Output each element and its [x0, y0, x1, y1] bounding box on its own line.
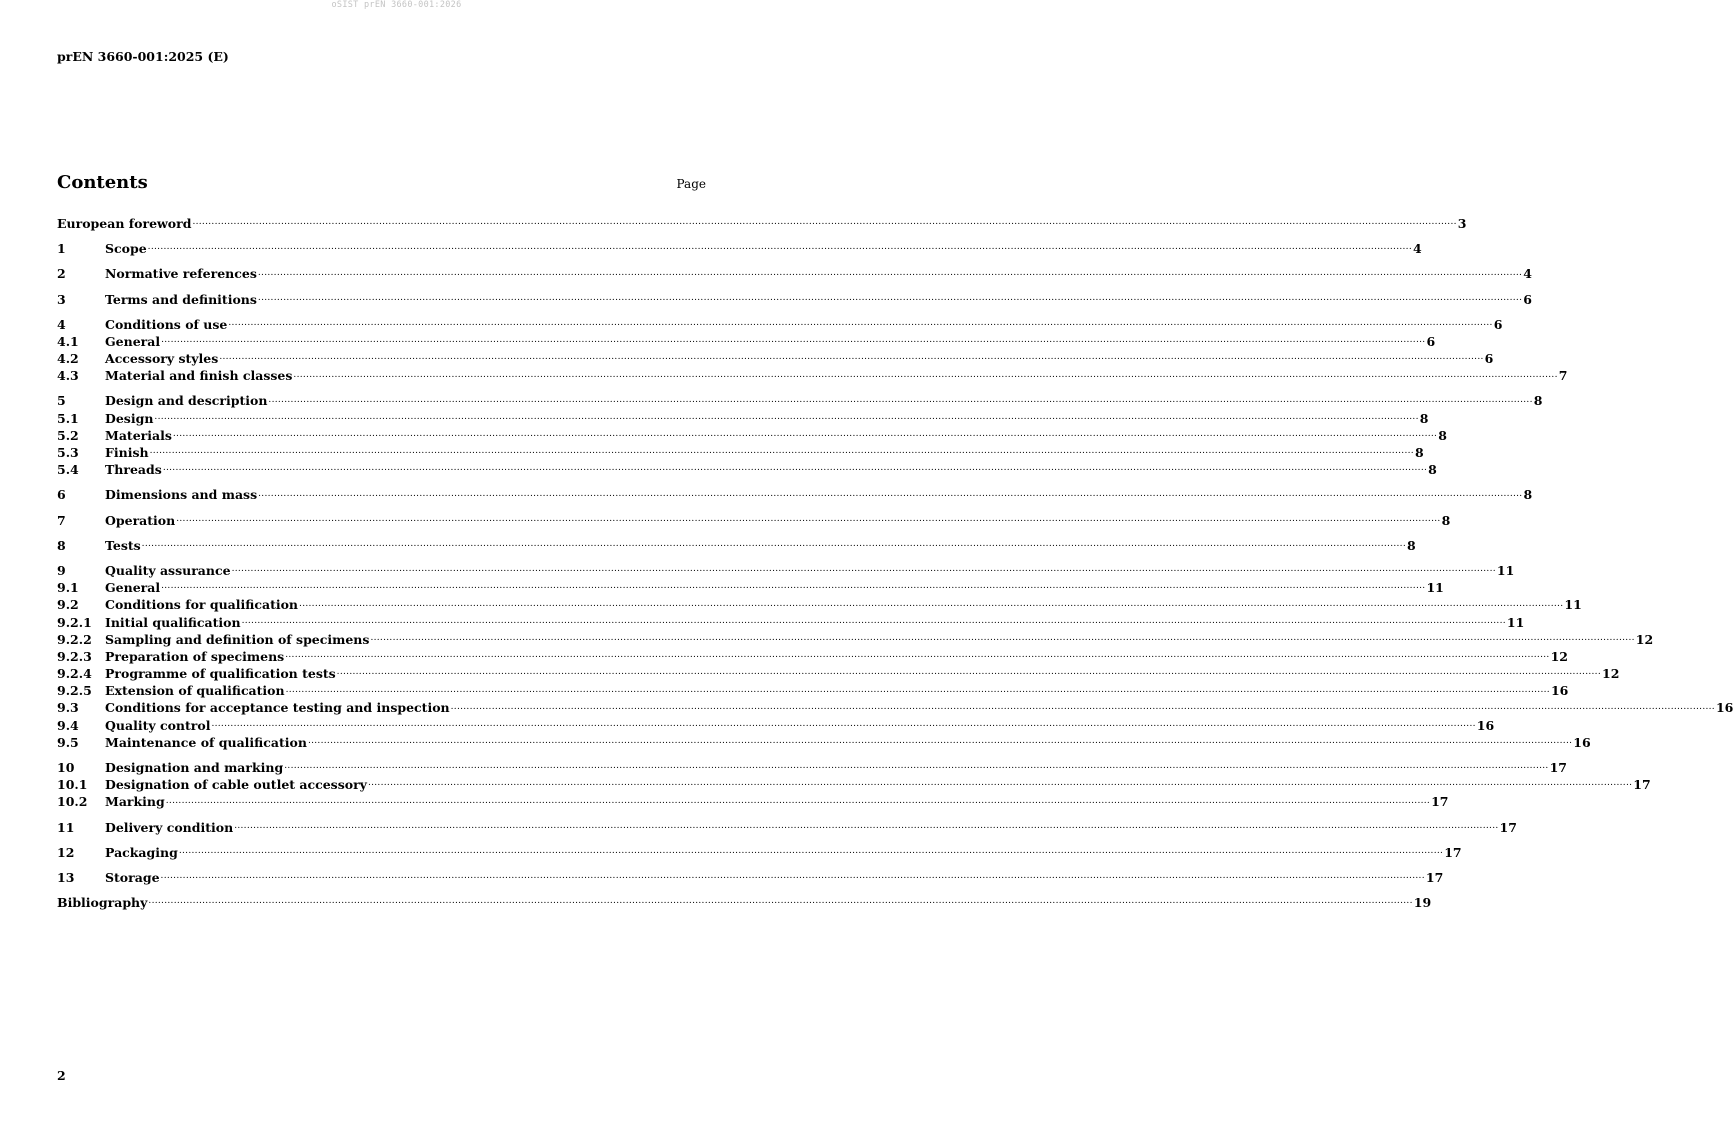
toc-entry[interactable] [57, 316, 1503, 333]
toc-entry[interactable] [57, 596, 1582, 613]
toc-entry-page: 8 [1419, 410, 1429, 426]
toc-entry-number: 10.1 [57, 777, 88, 793]
dot-leader: ................................................................................................................................................................................................................................................................................................................................................................................................................ [228, 317, 1493, 328]
toc-entry-title: Designation and marking [105, 760, 284, 776]
dot-leader: ................................................................................................................................................................................................................................................................................................................................................................................................................ [293, 369, 1558, 380]
toc-entry-number: 9.2.3 [57, 648, 92, 664]
dot-leader: ................................................................................................................................................................................................................................................................................................................................................................................................................ [257, 292, 1523, 303]
toc-entry-number: 5.4 [57, 462, 79, 478]
toc-entry[interactable] [57, 562, 1515, 579]
toc-entry-number: 6 [57, 487, 66, 503]
toc-entry-number: 10 [57, 760, 75, 776]
toc-entry-page: 16 [1550, 683, 1569, 699]
toc-entry-title: Tests [105, 537, 141, 553]
toc-entry-page: 12 [1550, 648, 1568, 664]
toc-entry[interactable] [57, 444, 1424, 461]
toc-entry[interactable] [57, 665, 1620, 682]
contents-header [57, 172, 706, 193]
dot-leader: ................................................................................................................................................................................................................................................................................................................................................................................................................ [231, 564, 1496, 575]
toc-entry-number: 9.3 [57, 700, 79, 716]
toc-entry-number: 12 [57, 844, 75, 860]
toc-entry-title: Quality assurance [105, 562, 231, 578]
toc-entry[interactable] [57, 869, 1444, 886]
toc-entry[interactable] [57, 537, 1416, 554]
watermark: oSIST prEN 3660-001:2026 [331, 0, 462, 10]
toc-entry-title: Material and finish classes [105, 368, 293, 384]
toc-entry-title: Conditions for qualification [105, 597, 299, 613]
toc-entry-title: Operation [105, 512, 176, 528]
toc-entry-page: 17 [1431, 794, 1449, 810]
toc-entry-title: General [105, 333, 161, 349]
toc-entry-title: Packaging [105, 844, 178, 860]
toc-entry-page: 12 [1635, 631, 1654, 647]
dot-leader: ................................................................................................................................................................................................................................................................................................................................................................................................................ [257, 267, 1523, 278]
toc-entry[interactable] [57, 265, 1532, 282]
toc-entry-number: 4.2 [57, 351, 79, 367]
document-id: prEN 3660-001:2025 (E) [57, 49, 229, 64]
toc-entry-title: Programme of qualification tests [105, 666, 336, 682]
toc-entry-page: 16 [1573, 734, 1591, 750]
toc-entry-page: 4 [1413, 241, 1422, 257]
dot-leader: ................................................................................................................................................................................................................................................................................................................................................................................................................ [141, 539, 1407, 549]
toc-entry-number: 5.2 [57, 427, 79, 443]
toc-entry-number: 3 [57, 291, 66, 307]
toc-entry-page: 11 [1506, 614, 1525, 630]
toc-entry-title: Extension of qualification [105, 683, 285, 699]
toc-entry[interactable] [57, 734, 1591, 751]
toc-entry-title: Marking [105, 794, 165, 810]
dot-leader: ................................................................................................................................................................................................................................................................................................................................................................................................................ [285, 650, 1550, 661]
toc-entry-page: 7 [1558, 368, 1568, 384]
dot-leader: ................................................................................................................................................................................................................................................................................................................................................................................................................ [211, 718, 1476, 729]
toc-entry-number: 13 [57, 869, 75, 885]
page-number: 2 [57, 1068, 66, 1083]
toc-entry[interactable] [57, 215, 1467, 232]
toc-entry-title: Scope [105, 241, 147, 257]
toc-entry-title: Storage [105, 869, 160, 885]
contents-title: Contents [57, 172, 148, 193]
toc-entry-title: Normative references [105, 266, 257, 282]
toc-entry-number: 9.2.5 [57, 683, 92, 699]
toc-entry-page: 3 [1457, 215, 1467, 231]
toc-entry-number: 9.2 [57, 597, 79, 613]
dot-leader: ................................................................................................................................................................................................................................................................................................................................................................................................................ [241, 615, 1506, 626]
toc-entry-page: 17 [1499, 819, 1517, 835]
toc-entry-page: 11 [1564, 597, 1582, 613]
toc-entry-title: Designation of cable outlet accessory [105, 777, 367, 793]
toc-entry[interactable] [57, 350, 1494, 367]
toc-entry[interactable] [57, 486, 1533, 503]
dot-leader: ................................................................................................................................................................................................................................................................................................................................................................................................................ [154, 411, 1419, 422]
toc-entry-title: Preparation of specimens [105, 648, 285, 664]
toc-entry-page: 8 [1407, 537, 1416, 553]
toc-entry-title: Design [105, 410, 154, 426]
toc-entry-number: 5.1 [57, 410, 79, 426]
toc-entry[interactable] [57, 700, 1733, 717]
dot-leader: ................................................................................................................................................................................................................................................................................................................................................................................................................ [258, 488, 1523, 499]
toc-entry-page: 17 [1444, 844, 1462, 860]
toc-entry[interactable] [57, 410, 1429, 427]
toc-entry-title: Threads [105, 462, 162, 478]
toc-entry-title: Terms and definitions [105, 291, 257, 307]
toc-entry[interactable] [57, 717, 1495, 734]
toc-entry-number: 10.2 [57, 794, 88, 810]
toc-entry-title: Conditions for acceptance testing and inspection [105, 700, 450, 716]
toc-entry[interactable] [57, 894, 1432, 911]
dot-leader: ................................................................................................................................................................................................................................................................................................................................................................................................................ [370, 632, 1635, 643]
toc-entry-page: 4 [1523, 266, 1532, 282]
dot-leader: ................................................................................................................................................................................................................................................................................................................................................................................................................ [299, 598, 1564, 609]
toc-entry-title: Design and description [105, 393, 268, 409]
dot-leader: ................................................................................................................................................................................................................................................................................................................................................................................................................ [162, 463, 1428, 474]
toc-entry-page: 8 [1428, 462, 1437, 478]
toc-entry-number: 9.4 [57, 717, 79, 733]
toc-entry-number: 11 [57, 819, 75, 835]
toc-entry[interactable] [57, 333, 1436, 350]
dot-leader: ................................................................................................................................................................................................................................................................................................................................................................................................................ [147, 242, 1413, 253]
toc-entry-title: Accessory styles [105, 351, 219, 367]
toc-entry[interactable] [57, 579, 1444, 596]
toc-entry-page: 6 [1493, 316, 1503, 332]
toc-entry[interactable] [57, 240, 1422, 257]
toc-entry-title: Quality control [105, 717, 211, 733]
toc-entry-page: 12 [1602, 666, 1620, 682]
toc-entry[interactable] [57, 793, 1449, 810]
toc-entry-page: 6 [1523, 291, 1532, 307]
toc-entry-number: 4 [57, 316, 66, 332]
toc-entry[interactable] [57, 461, 1437, 478]
toc-entry-title: Materials [105, 427, 172, 443]
page-column-label: Page [676, 177, 706, 191]
toc-entry-title: Bibliography [57, 895, 148, 911]
toc-entry[interactable] [57, 427, 1447, 444]
toc-entry-page: 6 [1426, 333, 1436, 349]
dot-leader: ................................................................................................................................................................................................................................................................................................................................................................................................................ [450, 701, 1715, 712]
toc-entry-page: 17 [1633, 777, 1651, 793]
toc-entry-title: Dimensions and mass [105, 487, 258, 503]
toc-entry-title: European foreword [57, 215, 192, 231]
toc-entry-page: 8 [1438, 427, 1447, 443]
dot-leader: ................................................................................................................................................................................................................................................................................................................................................................................................................ [307, 736, 1573, 747]
dot-leader: ................................................................................................................................................................................................................................................................................................................................................................................................................ [219, 352, 1484, 363]
table-of-contents [57, 215, 1733, 911]
toc-entry-number: 4.1 [57, 333, 79, 349]
toc-entry[interactable] [57, 759, 1567, 776]
toc-entry-number: 8 [57, 537, 66, 553]
toc-entry-number: 5.3 [57, 445, 79, 461]
dot-leader: ................................................................................................................................................................................................................................................................................................................................................................................................................ [234, 820, 1499, 831]
dot-leader: ................................................................................................................................................................................................................................................................................................................................................................................................................ [178, 846, 1444, 856]
toc-entry-title: Maintenance of qualification [105, 734, 307, 750]
toc-entry[interactable] [57, 367, 1568, 384]
toc-entry-page: 16 [1715, 700, 1733, 716]
toc-entry-number: 9.2.1 [57, 614, 92, 630]
toc-entry-page: 11 [1426, 580, 1444, 596]
dot-leader: ................................................................................................................................................................................................................................................................................................................................................................................................................ [176, 513, 1441, 524]
toc-entry-title: Delivery condition [105, 819, 234, 835]
toc-entry[interactable] [57, 631, 1654, 648]
toc-entry-number: 1 [57, 241, 66, 257]
toc-entry-number: 4.3 [57, 368, 79, 384]
toc-entry-number: 9.1 [57, 580, 79, 596]
toc-entry-number: 5 [57, 393, 66, 409]
toc-entry-number: 9.2.4 [57, 666, 92, 682]
toc-entry[interactable] [57, 776, 1651, 793]
toc-entry-number: 9 [57, 562, 66, 578]
toc-entry[interactable] [57, 682, 1569, 699]
toc-entry-page: 17 [1549, 760, 1567, 776]
toc-entry-page: 19 [1413, 895, 1432, 911]
toc-entry-number: 9.2.2 [57, 631, 92, 647]
toc-entry-number: 2 [57, 266, 66, 282]
toc-entry-page: 6 [1484, 351, 1494, 367]
dot-leader: ................................................................................................................................................................................................................................................................................................................................................................................................................ [336, 667, 1602, 678]
toc-entry[interactable] [57, 512, 1451, 529]
toc-entry-page: 16 [1476, 717, 1495, 733]
toc-entry[interactable] [57, 393, 1543, 410]
dot-leader: ................................................................................................................................................................................................................................................................................................................................................................................................................ [285, 684, 1550, 695]
toc-entry-number: 7 [57, 512, 66, 528]
toc-entry-page: 8 [1441, 512, 1451, 528]
toc-entry-number: 9.5 [57, 734, 79, 750]
dot-leader: ................................................................................................................................................................................................................................................................................................................................................................................................................ [367, 778, 1633, 789]
dot-leader: ................................................................................................................................................................................................................................................................................................................................................................................................................ [148, 896, 1413, 907]
toc-entry-page: 8 [1533, 393, 1543, 409]
toc-entry-page: 17 [1425, 869, 1444, 885]
dot-leader: ................................................................................................................................................................................................................................................................................................................................................................................................................ [284, 761, 1549, 772]
toc-entry-title: Initial qualification [105, 614, 241, 630]
dot-leader: ................................................................................................................................................................................................................................................................................................................................................................................................................ [192, 217, 1457, 228]
toc-entry[interactable] [57, 844, 1462, 861]
dot-leader: ................................................................................................................................................................................................................................................................................................................................................................................................................ [160, 871, 1425, 882]
dot-leader: ................................................................................................................................................................................................................................................................................................................................................................................................................ [161, 581, 1426, 592]
toc-entry[interactable] [57, 614, 1525, 631]
toc-entry-page: 8 [1523, 487, 1533, 503]
toc-entry-title: General [105, 580, 161, 596]
toc-entry-title: Sampling and definition of specimens [105, 631, 370, 647]
dot-leader: ................................................................................................................................................................................................................................................................................................................................................................................................................ [268, 394, 1533, 405]
toc-entry-title: Finish [105, 445, 149, 461]
toc-entry[interactable] [57, 648, 1568, 665]
toc-entry-page: 8 [1414, 445, 1424, 461]
toc-entry[interactable] [57, 291, 1532, 308]
dot-leader: ................................................................................................................................................................................................................................................................................................................................................................................................................ [172, 429, 1438, 440]
dot-leader: ................................................................................................................................................................................................................................................................................................................................................................................................................ [149, 446, 1414, 457]
dot-leader: ................................................................................................................................................................................................................................................................................................................................................................................................................ [165, 795, 1431, 806]
toc-entry-title: Conditions of use [105, 316, 228, 332]
toc-entry-page: 11 [1496, 562, 1515, 578]
toc-entry[interactable] [57, 819, 1517, 836]
dot-leader: ................................................................................................................................................................................................................................................................................................................................................................................................................ [161, 335, 1426, 346]
